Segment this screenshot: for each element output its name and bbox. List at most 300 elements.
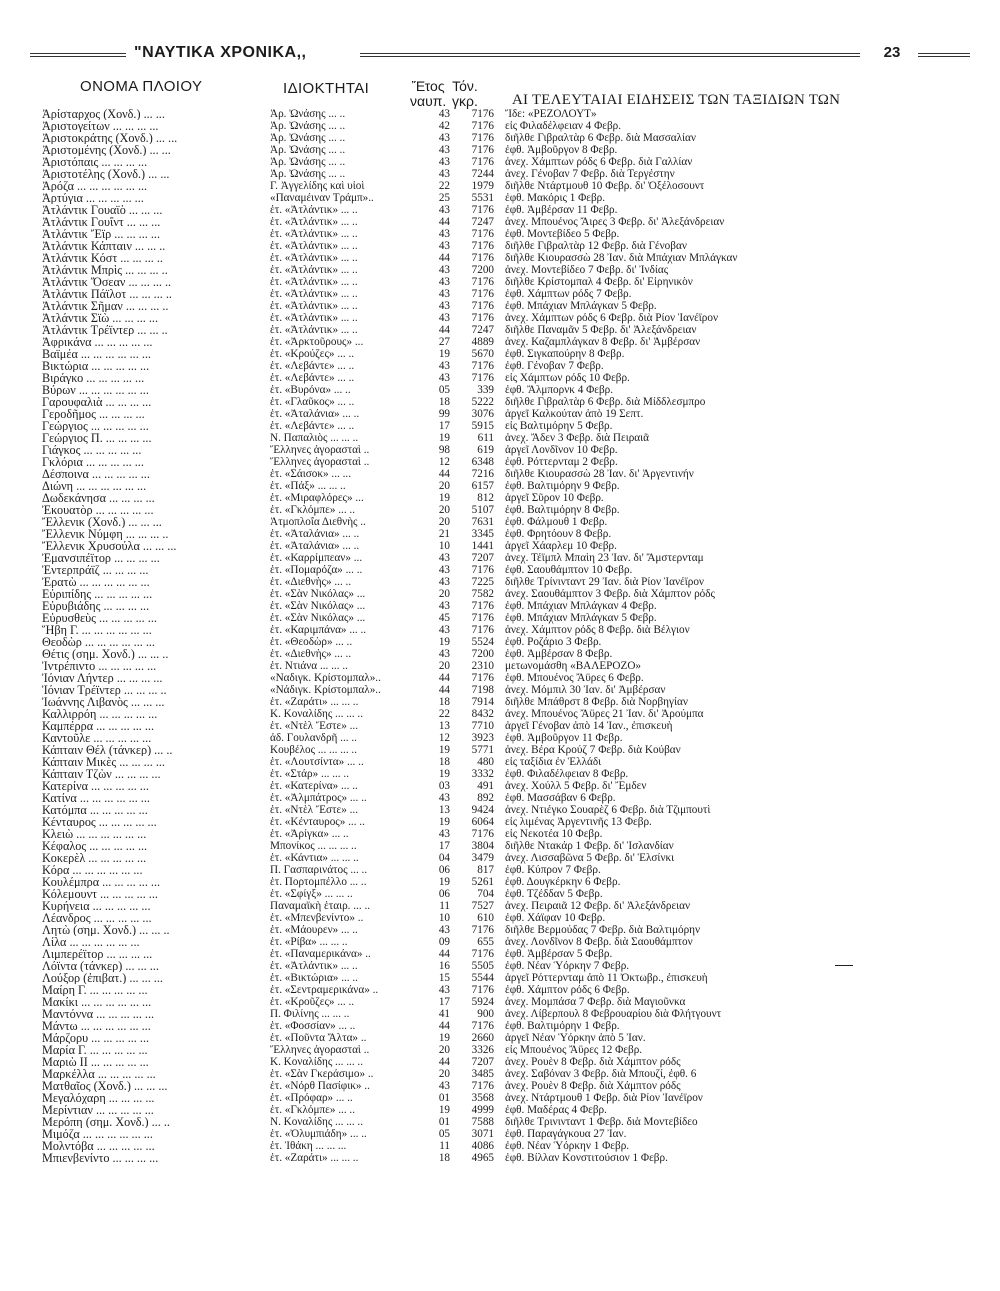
build-year: 13 xyxy=(438,720,450,732)
tonnage: 7176 xyxy=(471,144,494,156)
build-year: 13 xyxy=(438,804,450,816)
table-row xyxy=(30,936,990,948)
table-row xyxy=(30,384,990,396)
build-year: 19 xyxy=(438,876,450,888)
latest-news: διῆλθε Τρίνινταντ 29 Ἰαν. διὰ Ρίον Ἰανέϊρον xyxy=(505,576,704,588)
latest-news: ἐφθ. Μπάχιαν Μπλάγκαν 5 Φεβρ. xyxy=(505,300,657,312)
column-header-year-line1: Ἔτος xyxy=(411,78,445,94)
tonnage: 7176 xyxy=(471,624,494,636)
build-year: 17 xyxy=(438,996,450,1008)
ship-name: Μάρζορυ ... ... ... ... ... xyxy=(42,1032,150,1044)
build-year: 43 xyxy=(438,924,450,936)
table-row xyxy=(30,768,990,780)
tonnage: 7200 xyxy=(471,264,494,276)
table-row xyxy=(30,396,990,408)
latest-news: ἐφθ. Νέαν Ὑόρκην 1 Φεβρ. xyxy=(505,1140,630,1152)
owner: ἑτ. «Ἀτλάντικ» ... .. xyxy=(270,216,358,228)
tonnage: 7176 xyxy=(471,924,494,936)
table-row xyxy=(30,444,990,456)
latest-news: ἐφθ. Ἀμβέρσαν 5 Φεβρ. xyxy=(505,948,613,960)
ship-name: Κάπταιν Μικὲς ... ... ... ... xyxy=(42,756,165,768)
ship-name: Ἔλλενικ Νύμφη ... ... ... .. xyxy=(42,528,169,540)
owner: ἑτ. «Πομαρόζα» ... .. xyxy=(270,564,363,576)
ship-name: Γκλόρια ... ... ... ... ... xyxy=(42,456,144,468)
owner: ἑτ. «Ἀτλάντικ» ... .. xyxy=(270,276,358,288)
latest-news: ἀνεχ. Λονδῖνον 8 Φεβρ. διὰ Σαουθάμπτον xyxy=(505,936,693,948)
tonnage: 611 xyxy=(477,432,494,444)
build-year: 15 xyxy=(438,972,450,984)
build-year: 17 xyxy=(438,420,450,432)
owner: ἑτ. «Σάισοκ» ... ... xyxy=(270,468,351,480)
latest-news: ἀνεχ. Μομπάσα 7 Φεβρ. διὰ Μαγιοῦνκα xyxy=(505,996,686,1008)
owner: ἑτ. «Σεντραμερικάνα» .. xyxy=(270,984,379,996)
tonnage: 7176 xyxy=(471,276,494,288)
publication-title: "ΝΑΥΤΙΚΑ ΧΡΟΝΙΚΑ,, xyxy=(134,44,307,61)
latest-news: ἀργεῖ Ρόττερνταμ ἀπὸ 11 Ὀκτωβρ., ἐπισκευὴ xyxy=(505,972,708,984)
owner: ἑτ. «Ἀλμπάτρος» ... .. xyxy=(270,792,367,804)
table-row xyxy=(30,540,990,552)
owner: ἑτ. «Ζαράτι» ... ... .. xyxy=(270,1152,359,1164)
latest-news: ἀνεχ. Σαουθάμπτον 3 Φεβρ. διὰ Χάμπτον ρόδς xyxy=(505,588,715,600)
tonnage: 3076 xyxy=(471,408,494,420)
owner: ἑτ. «Ἀτλάντικ» ... .. xyxy=(270,288,358,300)
table-row xyxy=(30,1152,990,1164)
table-row xyxy=(30,852,990,864)
ship-name: Ἀρόζα ... ... ... ... ... ... xyxy=(42,180,148,192)
latest-news: ἀνεχ. Χάμπτων ρόδς 6 Φεβρ. διὰ Γαλλίαν xyxy=(505,156,693,168)
build-year: 43 xyxy=(438,300,450,312)
owner: ἑτ. «Φοσσίαν» ... .. xyxy=(270,1020,356,1032)
ship-name: Μπιενβενίντο ... ... ... ... xyxy=(42,1152,159,1164)
build-year: 01 xyxy=(438,1092,450,1104)
table-row xyxy=(30,312,990,324)
owner: ἑτ. Πορτομπέλλο ... .. xyxy=(270,876,367,888)
ship-name: Μερίντιαν ... ... ... ... ... xyxy=(42,1104,154,1116)
build-year: 43 xyxy=(438,600,450,612)
build-year: 20 xyxy=(438,660,450,672)
latest-news: ἐφθ. Βαλτιμόρην 8 Φεβρ. xyxy=(505,504,620,516)
ship-name: Βαϊμέα ... ... ... ... ... ... xyxy=(42,348,151,360)
tonnage: 5915 xyxy=(471,420,494,432)
tonnage: 7176 xyxy=(471,1020,494,1032)
latest-news: ἀνεχ. Ρουὲν 8 Φεβρ. διὰ Χάμπτον ρόδς xyxy=(505,1056,681,1068)
tonnage: 7710 xyxy=(471,720,494,732)
owner: ἑτ. «Διεθνὴς» ... .. xyxy=(270,576,352,588)
build-year: 11 xyxy=(439,1140,450,1152)
owner: ἑτ. «Γκλόμπε» ... .. xyxy=(270,504,356,516)
owner: ἑτ. «Ἀτλάντικ» ... .. xyxy=(270,960,358,972)
latest-news: ἐφθ. Μοντεβίδεο 5 Φεβρ. xyxy=(505,228,620,240)
owner: ἑτ. «Κένταυρος» ... .. xyxy=(270,816,365,828)
header-rule-left xyxy=(30,53,126,57)
owner: ἑτ. «Θεοδὼρ» ... .. xyxy=(270,636,353,648)
latest-news: ἐφθ. Σιγκαπούρην 8 Φεβρ. xyxy=(505,348,625,360)
ship-name: Μαντόννα ... ... ... ... ... xyxy=(42,1008,155,1020)
table-row xyxy=(30,972,990,984)
ship-name: Μαρία Γ. ... ... ... ... ... xyxy=(42,1044,148,1056)
ship-name: Κλειὼ ... ... ... ... ... ... xyxy=(42,828,147,840)
latest-news: ἐφθ. Βαλτιμόρην 9 Φεβρ. xyxy=(505,480,620,492)
table-row xyxy=(30,336,990,348)
latest-news: ἐφθ. Μπάχιαν Μπλάγκαν 4 Φεβρ. xyxy=(505,600,657,612)
tonnage: 7176 xyxy=(471,252,494,264)
build-year: 18 xyxy=(438,1152,450,1164)
build-year: 25 xyxy=(438,192,450,204)
ship-name: Ἀτλάντικ Σϊὼ ... ... ... ... xyxy=(42,312,159,324)
owner: ἑτ. «Νόρθ Πασίφικ» .. xyxy=(270,1080,370,1092)
tonnage: 5670 xyxy=(471,348,494,360)
tonnage: 4999 xyxy=(471,1104,494,1116)
latest-news: ἐφθ. Μακόρις 1 Φεβρ. xyxy=(505,192,606,204)
table-row xyxy=(30,576,990,588)
ship-name: Ἀριστοκράτης (Χονδ.) ... ... xyxy=(42,132,178,144)
tonnage: 1979 xyxy=(471,180,494,192)
build-year: 19 xyxy=(438,1032,450,1044)
tonnage: 3071 xyxy=(471,1128,494,1140)
owner: Ἀρ. Ὠνάσης ... .. xyxy=(270,108,346,120)
latest-news: διῆλθε Τρινινταντ 1 Φεβρ. διὰ Μοντεβίδεο xyxy=(505,1116,698,1128)
build-year: 27 xyxy=(438,336,450,348)
ship-name: Εὐρυσθεὺς ... ... ... ... ... xyxy=(42,612,157,624)
owner: Ἀρ. Ὠνάσης ... .. xyxy=(270,156,346,168)
owner: ἑτ. «Λεβάντε» ... .. xyxy=(270,420,355,432)
build-year: 43 xyxy=(438,288,450,300)
owner: ἑτ. «Γκλόμπε» ... .. xyxy=(270,1104,356,1116)
margin-mark xyxy=(835,965,853,966)
build-year: 43 xyxy=(438,204,450,216)
page-header xyxy=(30,44,970,68)
ship-name: Δωδεκάνησα ... ... ... ... xyxy=(42,492,155,504)
build-year: 44 xyxy=(438,252,450,264)
latest-news: ἐφθ. Φρητόουν 8 Φεβρ. xyxy=(505,528,612,540)
column-header-tons xyxy=(452,79,478,109)
build-year: 22 xyxy=(438,708,450,720)
latest-news: ἐφθ. Παραγάγκουα 27 Ἰαν. xyxy=(505,1128,627,1140)
build-year: 01 xyxy=(438,1116,450,1128)
build-year: 09 xyxy=(438,936,450,948)
ship-name: Ἀτλάντικ Κόστ ... ... ... .. xyxy=(42,252,163,264)
tonnage: 3332 xyxy=(471,768,494,780)
build-year: 10 xyxy=(438,912,450,924)
ship-name: Λίλα ... ... ... ... ... ... xyxy=(42,936,140,948)
tonnage: 812 xyxy=(477,492,494,504)
table-row xyxy=(30,600,990,612)
table-row xyxy=(30,660,990,672)
ship-name: Κόλεμουντ ... ... ... ... ... xyxy=(42,888,158,900)
tonnage: 3923 xyxy=(471,732,494,744)
tonnage: 7914 xyxy=(471,696,494,708)
ship-name: Ἰόνιαν Τρέϊντερ ... ... ... .. xyxy=(42,684,167,696)
ship-name: Ματθαῖος (Χονδ.) ... ... ... xyxy=(42,1080,168,1092)
build-year: 43 xyxy=(438,792,450,804)
tonnage: 6348 xyxy=(471,456,494,468)
ship-name: Καντοῦλε ... ... ... ... ... xyxy=(42,732,152,744)
ship-name: Ἀτλάντικ Κάπταιν ... ... .. xyxy=(42,240,166,252)
column-header-tons-line2: γκρ. xyxy=(452,93,478,109)
owner: ἑτ. «Σφίγξ» ... ... .. xyxy=(270,888,353,900)
owner: ἑτ. «Σὰν Γκεράσιμο» .. xyxy=(270,1068,374,1080)
tonnage: 7176 xyxy=(471,1080,494,1092)
latest-news: ἀνεχ. Καζαμπλάγκαν 8 Φεβρ. δι' Ἀμβέρσαν xyxy=(505,336,701,348)
owner: Ἕλληνες ἀγορασταὶ .. xyxy=(270,444,370,456)
latest-news: ἐφθ. Χάμπτων ρόδς 7 Φεβρ. xyxy=(505,288,632,300)
build-year: 12 xyxy=(438,732,450,744)
owner: ἑτ. Ἰθάκη ... ... ... xyxy=(270,1140,347,1152)
table-row xyxy=(30,1128,990,1140)
table-row xyxy=(30,348,990,360)
tonnage: 7631 xyxy=(471,516,494,528)
owner: «Νάδιγκ. Κρίστομπαλ».. xyxy=(270,684,381,696)
build-year: 43 xyxy=(438,168,450,180)
owner: ἑτ. «Κατερίνα» ... .. xyxy=(270,780,358,792)
table-row xyxy=(30,888,990,900)
column-header-year-line2: ναυπ. xyxy=(410,93,447,109)
ship-name: Θεοδὼρ ... ... ... ... ... ... xyxy=(42,636,155,648)
tonnage: 7216 xyxy=(471,468,494,480)
table-row xyxy=(30,960,990,972)
build-year: 20 xyxy=(438,1068,450,1080)
ship-name: Κατόμπα ... ... ... ... ... xyxy=(42,804,148,816)
table-row xyxy=(30,132,990,144)
owner: ἑτ. «Βικτώρια» ... .. xyxy=(270,972,358,984)
tonnage: 5924 xyxy=(471,996,494,1008)
build-year: 43 xyxy=(438,276,450,288)
ship-name: Ἰωάννης Λιβανὸς ... ... ... xyxy=(42,696,165,708)
build-year: 43 xyxy=(438,144,450,156)
latest-news: ἀνεχ. Ντιέγκο Σουαρὲζ 6 Φεβρ. διὰ Τζιμπουτὶ xyxy=(505,804,711,816)
latest-news: διῆλθε Βερμούδας 7 Φεβρ. διὰ Βαλτιμόρην xyxy=(505,924,701,936)
build-year: 44 xyxy=(438,1020,450,1032)
latest-news: ἀργεῖ Χάαρλεμ 10 Φεβρ. xyxy=(505,540,617,552)
ship-name: Μάντω ... ... ... ... ... ... xyxy=(42,1020,151,1032)
owner: Κ. Κοναλίδης ... ... .. xyxy=(270,1056,364,1068)
tonnage: 6064 xyxy=(471,816,494,828)
owner: ἑτ. «Ζαράτι» ... ... .. xyxy=(270,696,359,708)
ship-name: Ἀρίσταρχος (Χονδ.) ... ... xyxy=(42,108,165,120)
build-year: 19 xyxy=(438,432,450,444)
owner: ἑτ. «Πρόφαρ» ... .. xyxy=(270,1092,353,1104)
latest-news: ἐφθ. Τζέδδαν 5 Φεβρ. xyxy=(505,888,603,900)
table-row xyxy=(30,828,990,840)
ship-name: Βύρων ... ... ... ... ... ... xyxy=(42,384,149,396)
build-year: 43 xyxy=(438,576,450,588)
owner: ἑτ. «Σὰν Νικόλας» ... xyxy=(270,588,366,600)
table-row xyxy=(30,240,990,252)
table-row xyxy=(30,180,990,192)
table-row xyxy=(30,480,990,492)
build-year: 43 xyxy=(438,648,450,660)
owner: ἑτ. «Ἀτλάντικ» ... .. xyxy=(270,300,358,312)
latest-news: ἀνεχ. Βέρα Κρούζ 7 Φεβρ. διὰ Κούβαν xyxy=(505,744,681,756)
latest-news: ἀνεχ. Χούλλ 5 Φεβρ. δι' Ἔμδεν xyxy=(505,780,647,792)
latest-news: ἀργεῖ Καλκούταν ἀπὸ 19 Σεπτ. xyxy=(505,408,644,420)
latest-news: ἐφθ. Χάμπτον ρόδς 6 Φεβρ. xyxy=(505,984,630,996)
latest-news: Ἴδε: «ΡΕΖΟΛΟΥΤ» xyxy=(505,108,597,120)
latest-news: διῆλθε Ντακάρ 1 Φεβρ. δι' Ἰσλανδίαν xyxy=(505,840,674,852)
build-year: 42 xyxy=(438,120,450,132)
owner: Ἀρ. Ὠνάσης ... .. xyxy=(270,168,346,180)
build-year: 43 xyxy=(438,828,450,840)
latest-news: ἀνεχ. Λίβερπουλ 8 Φεβρουαρίου διὰ Φλήτγουντ xyxy=(505,1008,722,1020)
tonnage: 7176 xyxy=(471,360,494,372)
table-row xyxy=(30,804,990,816)
table-row xyxy=(30,192,990,204)
build-year: 99 xyxy=(438,408,450,420)
table-row xyxy=(30,588,990,600)
tonnage: 9424 xyxy=(471,804,494,816)
ship-name: Μιμόζα ... ... ... ... ... ... xyxy=(42,1128,153,1140)
table-row xyxy=(30,720,990,732)
table-row xyxy=(30,648,990,660)
latest-news: ἐφθ. Ἀμβοῦργον 11 Φεβρ. xyxy=(505,732,623,744)
ship-name: Ἀτλάντικ Σῆμαν ... ... ... .. xyxy=(42,300,169,312)
owner: ἑτ. «Καριμπάνα» ... .. xyxy=(270,624,367,636)
build-year: 43 xyxy=(438,264,450,276)
ship-name: Ἀτλάντικ Πάϊλοτ ... ... ... .. xyxy=(42,288,172,300)
tonnage: 3485 xyxy=(471,1068,494,1080)
table-row xyxy=(30,1092,990,1104)
ship-name: Λητὼ (σημ. Χονδ.) ... ... .. xyxy=(42,924,170,936)
tonnage: 5531 xyxy=(471,192,494,204)
ship-name: Κάπταιν Τζὼν ... ... ... ... xyxy=(42,768,161,780)
build-year: 19 xyxy=(438,348,450,360)
tonnage: 3804 xyxy=(471,840,494,852)
ship-name: Ἰντρέπιντο ... ... ... ... ... xyxy=(42,660,157,672)
latest-news: διῆλθε Γιβραλτὰρ 12 Φεβρ. διὰ Γένοβαν xyxy=(505,240,687,252)
latest-news: διῆλθε Κιουρασσὼ 28 Ἰαν. διὰ Μπάχιαν Μπλάγκαν xyxy=(505,252,738,264)
build-year: 43 xyxy=(438,312,450,324)
latest-news: ἐφθ. Ρόττερνταμ 2 Φεβρ. xyxy=(505,456,618,468)
tonnage: 892 xyxy=(477,792,494,804)
owner: ἑτ. Ντιάνα ... ... .. xyxy=(270,660,348,672)
table-row xyxy=(30,432,990,444)
owner: Ἕλληνες ἀγορασταὶ .. xyxy=(270,1044,370,1056)
owner: ἑτ. «Ὀλυμπιάδη» ... .. xyxy=(270,1128,367,1140)
latest-news: ἐφθ. Ροζάριο 3 Φεβρ. xyxy=(505,636,602,648)
build-year: 43 xyxy=(438,564,450,576)
tonnage: 7225 xyxy=(471,576,494,588)
table-row xyxy=(30,252,990,264)
tonnage: 7176 xyxy=(471,612,494,624)
tonnage: 5544 xyxy=(471,972,494,984)
table-row xyxy=(30,636,990,648)
owner: «Παναμέιναν Τράμπ».. xyxy=(270,192,374,204)
latest-news: ἀργεῖ Νέαν Ὑόρκην ἀπὸ 5 Ἰαν. xyxy=(505,1032,646,1044)
ship-name: Γεώργιος ... ... ... ... ... xyxy=(42,420,149,432)
latest-news: ἐφθ. Ἄλμπορνκ 4 Φεβρ. xyxy=(505,384,614,396)
ship-name: Ἀριστογείτων ... ... ... ... xyxy=(42,120,159,132)
latest-news: ἐφθ. Σαουθάμπτον 10 Φεβρ. xyxy=(505,564,633,576)
table-row xyxy=(30,624,990,636)
ship-name: Λέανδρος ... ... ... ... ... xyxy=(42,912,152,924)
owner: ἑτ. «Σὰν Νικόλας» ... xyxy=(270,612,366,624)
latest-news: ἐφθ. Γένοβαν 7 Φεβρ. xyxy=(505,360,604,372)
ship-name: Ἐκουατὸρ ... ... ... ... ... xyxy=(42,504,154,516)
latest-news: ἐφθ. Ἀμβοῦργον 8 Φεβρ. xyxy=(505,144,618,156)
table-row xyxy=(30,324,990,336)
ship-name: Ἐρατὼ ... ... ... ... ... ... xyxy=(42,576,150,588)
latest-news: διῆλθε Γιβραλτὰρ 6 Φεβρ. διὰ Μασσαλίαν xyxy=(505,132,696,144)
owner: ἑτ. «Μιραφλόρες» ... xyxy=(270,492,364,504)
owner: Ἀρ. Ὠνάσης ... .. xyxy=(270,144,346,156)
owner: ἑτ. «Ἀτλάντικ» ... .. xyxy=(270,228,358,240)
tonnage: 704 xyxy=(477,888,494,900)
ship-name: Ἀφρικάνα ... ... ... ... ... xyxy=(42,336,153,348)
ship-name: Βικτώρια ... ... ... ... ... xyxy=(42,360,150,372)
ship-name: Λόϊντα (τάνκερ) ... ... ... xyxy=(42,960,159,972)
build-year: 44 xyxy=(438,1056,450,1068)
tonnage: 7200 xyxy=(471,648,494,660)
tonnage: 5505 xyxy=(471,960,494,972)
tonnage: 7176 xyxy=(471,156,494,168)
latest-news: εἰς Μπουένος Ἄϋρες 12 Φεβρ. xyxy=(505,1044,643,1056)
owner: Ν. Κοναλίδης ... ... .. xyxy=(270,1116,364,1128)
owner: ἑτ. «Ἀτλάντικ» ... .. xyxy=(270,312,358,324)
build-year: 20 xyxy=(438,480,450,492)
owner: Ἀρ. Ὠνάσης ... .. xyxy=(270,120,346,132)
ship-name: Γεροδῆμος ... ... ... ... xyxy=(42,408,145,420)
table-row xyxy=(30,1008,990,1020)
build-year: 18 xyxy=(438,396,450,408)
tonnage: 7176 xyxy=(471,600,494,612)
build-year: 16 xyxy=(438,960,450,972)
tonnage: 655 xyxy=(477,936,494,948)
table-row xyxy=(30,792,990,804)
table-row xyxy=(30,552,990,564)
ship-name: Γεώργιος Π. ... ... ... ... xyxy=(42,432,152,444)
tonnage: 2660 xyxy=(471,1032,494,1044)
ship-name: Μεγαλόχαρη ... ... ... ... xyxy=(42,1092,155,1104)
latest-news: μετωνομάσθη «ΒΑΛΕΡΟΖΟ» xyxy=(505,660,641,672)
ship-name: Κόρα ... ... ... ... ... ... xyxy=(42,864,143,876)
ship-name: Ἔλλενικ (Χονδ.) ... ... ... xyxy=(42,516,162,528)
build-year: 06 xyxy=(438,888,450,900)
tonnage: 1441 xyxy=(471,540,494,552)
owner: ἑτ. «Λεβάντε» ... .. xyxy=(270,360,355,372)
table-row xyxy=(30,1080,990,1092)
tonnage: 7176 xyxy=(471,564,494,576)
owner: Μπονίκος ... ... ... .. xyxy=(270,840,357,852)
table-row xyxy=(30,1020,990,1032)
ship-name: Ἰόνιαν Λήντερ ... ... ... ... xyxy=(42,672,163,684)
tonnage: 4965 xyxy=(471,1152,494,1164)
table-row xyxy=(30,696,990,708)
build-year: 17 xyxy=(438,840,450,852)
owner: Κουβέλος ... ... ... .. xyxy=(270,744,358,756)
latest-news: ἀνεχ. Μόμπιλ 30 Ἰαν. δι' Ἀμβέρσαν xyxy=(505,684,666,696)
tonnage: 5771 xyxy=(471,744,494,756)
owner: ἑτ. «Γλαῦκος» ... .. xyxy=(270,396,355,408)
tonnage: 3345 xyxy=(471,528,494,540)
ship-name: Ἀτλάντικ Γουΐντ ... ... ... xyxy=(42,216,161,228)
build-year: 44 xyxy=(438,948,450,960)
tonnage: 7176 xyxy=(471,300,494,312)
tonnage: 2310 xyxy=(471,660,494,672)
ship-name: Λούξορ (ἐπιβατ.) ... ... ... xyxy=(42,972,163,984)
table-row xyxy=(30,300,990,312)
owner: ἑτ. «Ἀτλάντικ» ... .. xyxy=(270,324,358,336)
owner: ἑτ. «Ἀρκτοῦρους» ... xyxy=(270,336,364,348)
latest-news: ἀνεχ. Ρουὲν 8 Φεβρ. διὰ Χάμπτον ρόδς xyxy=(505,1080,681,1092)
table-row xyxy=(30,708,990,720)
table-row xyxy=(30,468,990,480)
latest-news: ἀνεχ. Ἄδεν 3 Φεβρ. διὰ Πειραιᾶ xyxy=(505,432,650,444)
latest-news: εἰς Νεκοτέα 10 Φεβρ. xyxy=(505,828,603,840)
table-row xyxy=(30,816,990,828)
build-year: 20 xyxy=(438,516,450,528)
table-row xyxy=(30,1056,990,1068)
table-row xyxy=(30,732,990,744)
